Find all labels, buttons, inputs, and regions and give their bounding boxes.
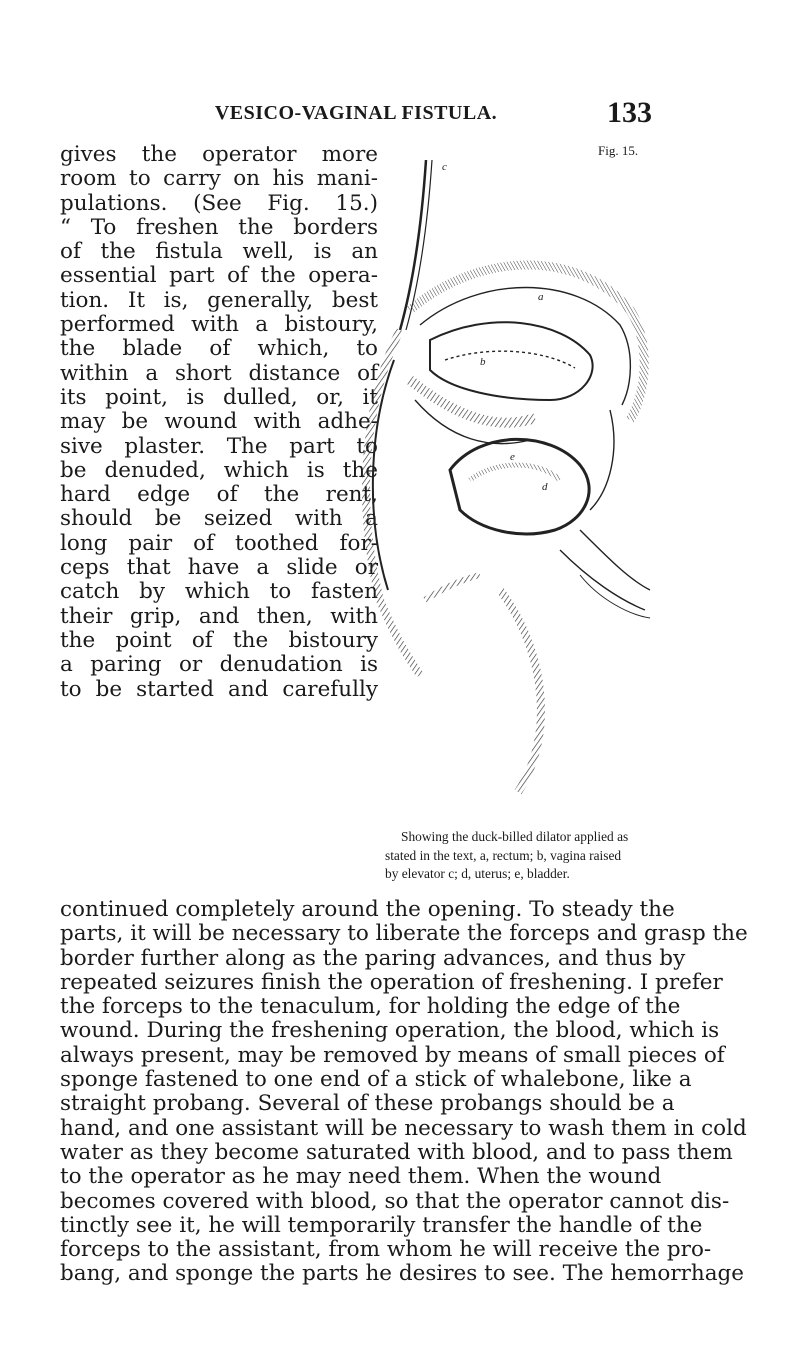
text-line: hand, and one assistant will be necessary to wash them in cold	[60, 1115, 747, 1141]
full-width-paragraph	[60, 897, 748, 1287]
page-header	[60, 96, 652, 128]
running-title: VESICO-VAGINAL FISTULA.	[214, 102, 498, 124]
text-line: wound. During the freshening operation, the blood, which is	[60, 1018, 720, 1044]
caption-line: Showing the duck-billed dilator applied as	[401, 829, 629, 844]
caption-line: stated in the text, a, rectum; b, vagina raised	[385, 847, 622, 863]
text-line: forceps to the assistant, from whom he will receive the pro-	[60, 1237, 712, 1263]
text-line: sponge fastened to one end of a stick of whalebone, like a	[60, 1067, 692, 1093]
caption-line: by elevator c; d, uterus; e, bladder.	[385, 866, 570, 881]
text-line: to the operator as he may need them. When the wound	[60, 1164, 662, 1190]
text-line: tinctly see it, he will temporarily transfer the handle of the	[60, 1212, 703, 1238]
text-line: catch by which to fasten	[60, 579, 378, 605]
text-line: within a short distance of	[60, 360, 378, 386]
bladder-outline	[410, 265, 644, 420]
text-line: gives the operator more	[60, 142, 378, 167]
dilator-instrument	[425, 575, 480, 600]
text-line: should be seized with a	[60, 506, 378, 532]
text-line: parts, it will be necessary to liberate the forceps and grasp the	[60, 921, 748, 947]
text-line: be denuded, which is the	[60, 457, 378, 483]
text-line: straight probang. Several of these probangs should be a	[60, 1091, 675, 1117]
text-line: its point, is dulled, or, it	[60, 384, 378, 410]
figure-letter-b: b	[480, 356, 486, 368]
text-line: their grip, and then, with	[60, 603, 378, 629]
text-line: border further along as the paring advances, and thus by	[60, 945, 686, 971]
text-line: the blade of which, to	[60, 336, 378, 362]
text-line: hard edge of the rent,	[60, 482, 378, 508]
text-line: bang, and sponge the parts he desires to see. The hemorrhage	[60, 1261, 745, 1287]
text-line: of the fistula well, is an	[60, 239, 378, 265]
rectum-outline	[450, 439, 589, 534]
text-line: room to carry on his mani-	[60, 166, 378, 192]
text-line: tion. It is, generally, best	[60, 287, 378, 313]
text-line: to be started and carefully	[60, 676, 378, 702]
text-line: sive plaster. The part to	[60, 433, 378, 459]
text-line: ceps that have a slide or	[60, 555, 378, 581]
text-line: the forceps to the tenaculum, for holding the edge of the	[60, 994, 681, 1020]
figure-letter-a: a	[538, 291, 544, 303]
anatomical-illustration	[330, 160, 660, 800]
page-number: 133	[607, 96, 652, 129]
text-line: repeated seizures finish the operation of freshening. I prefer	[60, 969, 723, 995]
figure-label: Fig. 15.	[598, 143, 639, 158]
text-line: always present, may be removed by means of small pieces of	[60, 1042, 725, 1068]
uterus-outline	[430, 322, 593, 400]
text-line: a paring or denudation is	[60, 652, 378, 678]
text-line: continued completely around the opening. To steady the	[60, 897, 675, 922]
figure-letter-d: d	[542, 481, 548, 493]
text-line: becomes covered with blood, so that the operator cannot dis-	[60, 1188, 730, 1214]
figure-letter-c: c	[442, 161, 447, 173]
text-line: performed with a bistoury,	[60, 312, 378, 338]
figure-caption	[385, 828, 655, 884]
text-line: the point of the bistoury	[60, 627, 378, 653]
text-line: pulations. (See Fig. 15.)	[60, 190, 378, 216]
vagina-outline	[410, 380, 535, 423]
text-line: “ To freshen the borders	[60, 214, 378, 240]
text-line: long pair of toothed for-	[60, 530, 378, 556]
text-line: may be wound with adhe-	[60, 409, 378, 435]
figure-letter-e: e	[510, 451, 515, 463]
text-line: water as they become saturated with blood, and to pass them	[60, 1139, 733, 1165]
text-line: essential part of the opera-	[60, 263, 378, 289]
